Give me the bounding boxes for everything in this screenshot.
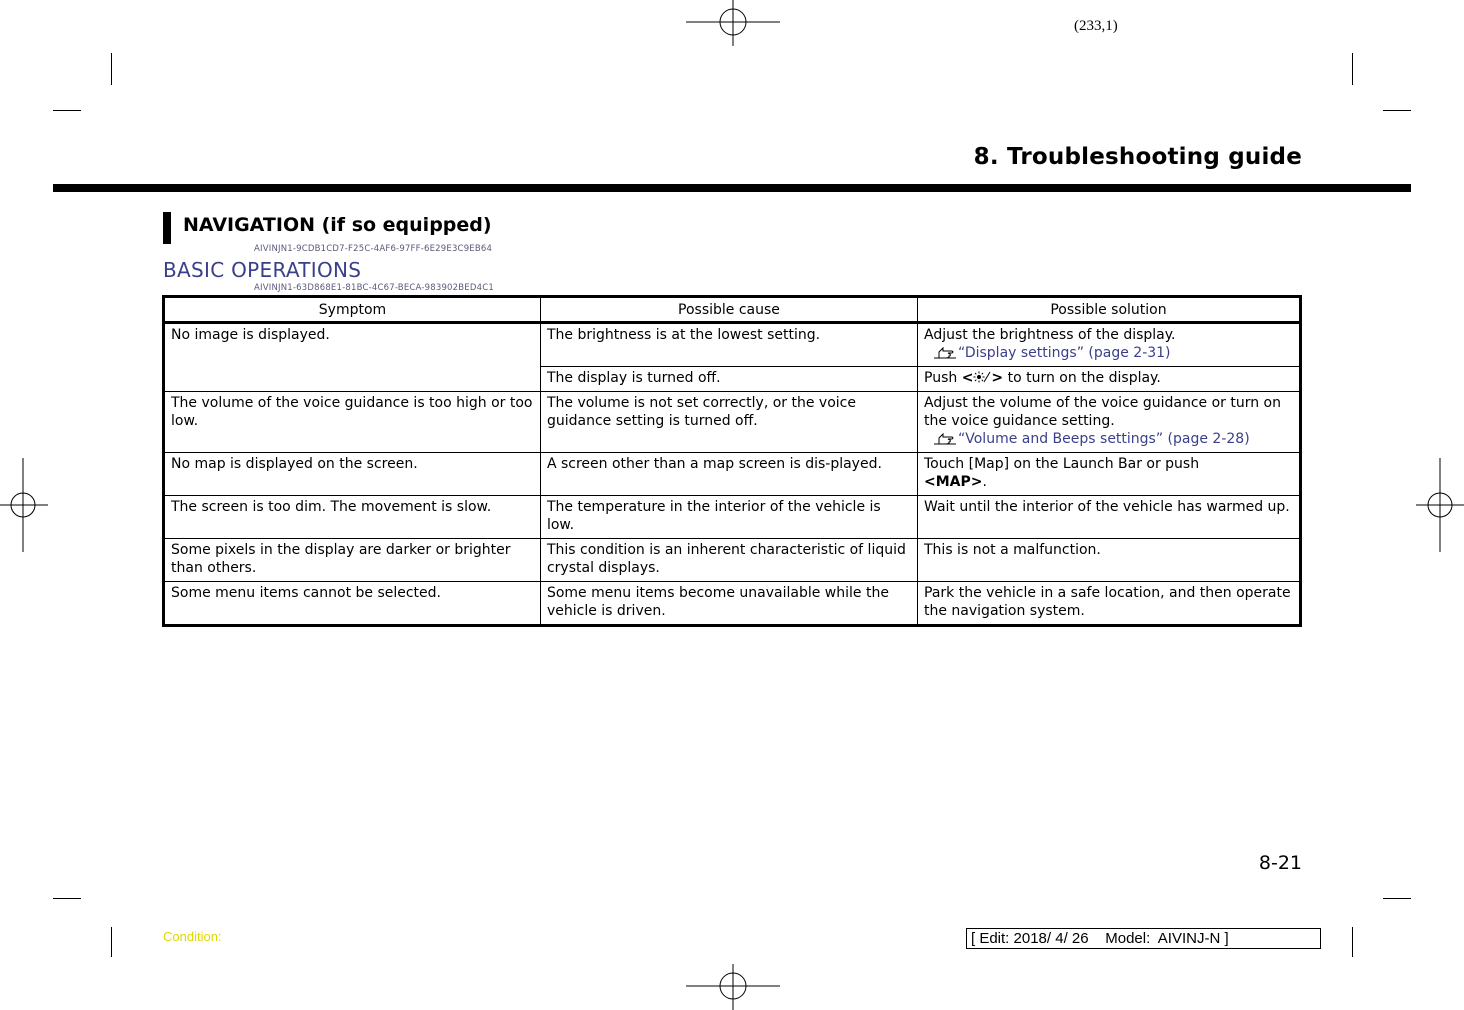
symptom-cell: Some menu items cannot be selected.: [164, 582, 541, 626]
crop-mark: [1383, 898, 1411, 899]
registration-mark-bottom: [686, 962, 780, 1010]
registration-mark-right: [1416, 458, 1464, 552]
crop-mark: [1383, 110, 1411, 111]
registration-mark-top: [686, 0, 780, 48]
cause-cell: A screen other than a map screen is dis-played.: [540, 453, 917, 496]
cause-cell: This condition is an inherent characteristic of liquid crystal displays.: [540, 539, 917, 582]
reference-link[interactable]: [924, 344, 1293, 362]
cause-cell: The brightness is at the lowest setting.: [540, 323, 917, 367]
table-header-row: [164, 297, 1301, 323]
symptom-cell: No image is displayed.: [164, 323, 541, 392]
table-row: [164, 453, 1301, 496]
map-key: <MAP>: [924, 474, 983, 490]
reference-link[interactable]: [924, 430, 1293, 448]
table-row: [164, 582, 1301, 626]
crop-mark: [53, 110, 81, 111]
crop-mark: [111, 53, 112, 85]
table-row: [164, 539, 1301, 582]
subsection-title: BASIC OPERATIONS: [163, 258, 362, 282]
solution-cell: [918, 392, 1301, 453]
solution-cell: [918, 453, 1301, 496]
solution-text: Touch [Map] on the Launch Bar or push: [924, 456, 1200, 472]
crop-mark: [1352, 53, 1353, 85]
symptom-cell: No map is displayed on the screen.: [164, 453, 541, 496]
section-code: AIVINJN1-9CDB1CD7-F25C-4AF6-97FF-6E29E3C9EB64: [254, 244, 493, 254]
header-symptom: Symptom: [164, 297, 541, 323]
crop-mark: [1352, 927, 1353, 957]
key-open: <: [961, 370, 974, 386]
pointing-hand-icon: [930, 430, 958, 446]
brightness-key-icon: [973, 371, 991, 383]
header-solution: Possible solution: [918, 297, 1301, 323]
cause-cell: The temperature in the interior of the vehicle is low.: [540, 496, 917, 539]
table-row: [164, 496, 1301, 539]
edit-info-box: [ Edit: 2018/ 4/ 26 Model: AIVINJ-N ]: [966, 928, 1321, 949]
solution-cell: Park the vehicle in a safe location, and then operate the navigation system.: [918, 582, 1301, 626]
page-number: 8-21: [1258, 852, 1302, 874]
crop-mark: [53, 898, 81, 899]
crop-mark: [111, 927, 112, 957]
cause-cell: The volume is not set correctly, or the voice guidance setting is turned off.: [540, 392, 917, 453]
solution-text: .: [982, 474, 987, 490]
solution-cell: This is not a malfunction.: [918, 539, 1301, 582]
solution-text: Adjust the volume of the voice guidance or turn on the voice guidance setting.: [924, 395, 1281, 429]
solution-text: to turn on the display.: [1003, 370, 1161, 386]
symptom-cell: The volume of the voice guidance is too high or too low.: [164, 392, 541, 453]
subsection-code: AIVINJN1-63D868E1-81BC-4C67-BECA-983902BED4C1: [254, 283, 494, 293]
section-title: NAVIGATION (if so equipped): [183, 214, 492, 236]
cause-cell: Some menu items become unavailable while the vehicle is driven.: [540, 582, 917, 626]
condition-label: Condition:: [163, 929, 222, 944]
table-row: [164, 323, 1301, 367]
troubleshooting-table: [162, 295, 1302, 627]
page-code: (233,1): [1074, 18, 1118, 34]
symptom-cell: The screen is too dim. The movement is slow.: [164, 496, 541, 539]
chapter-rule: [53, 184, 1411, 192]
chapter-title: 8. Troubleshooting guide: [973, 144, 1302, 170]
solution-cell: [918, 323, 1301, 367]
solution-text: Push: [924, 370, 962, 386]
cause-cell: The display is turned off.: [540, 367, 917, 392]
solution-text: Adjust the brightness of the display.: [924, 327, 1176, 343]
pointing-hand-icon: [930, 344, 958, 360]
symptom-cell: Some pixels in the display are darker or brighter than others.: [164, 539, 541, 582]
table-row: [164, 392, 1301, 453]
solution-cell: Wait until the interior of the vehicle has warmed up.: [918, 496, 1301, 539]
reference-text[interactable]: “Display settings” (page 2-31): [958, 345, 1171, 361]
key-close: >: [991, 370, 1004, 386]
reference-text[interactable]: “Volume and Beeps settings” (page 2-28): [958, 431, 1250, 447]
header-cause: Possible cause: [540, 297, 917, 323]
section-bar: [163, 212, 171, 244]
registration-mark-left: [0, 458, 48, 552]
solution-cell: [918, 367, 1301, 392]
